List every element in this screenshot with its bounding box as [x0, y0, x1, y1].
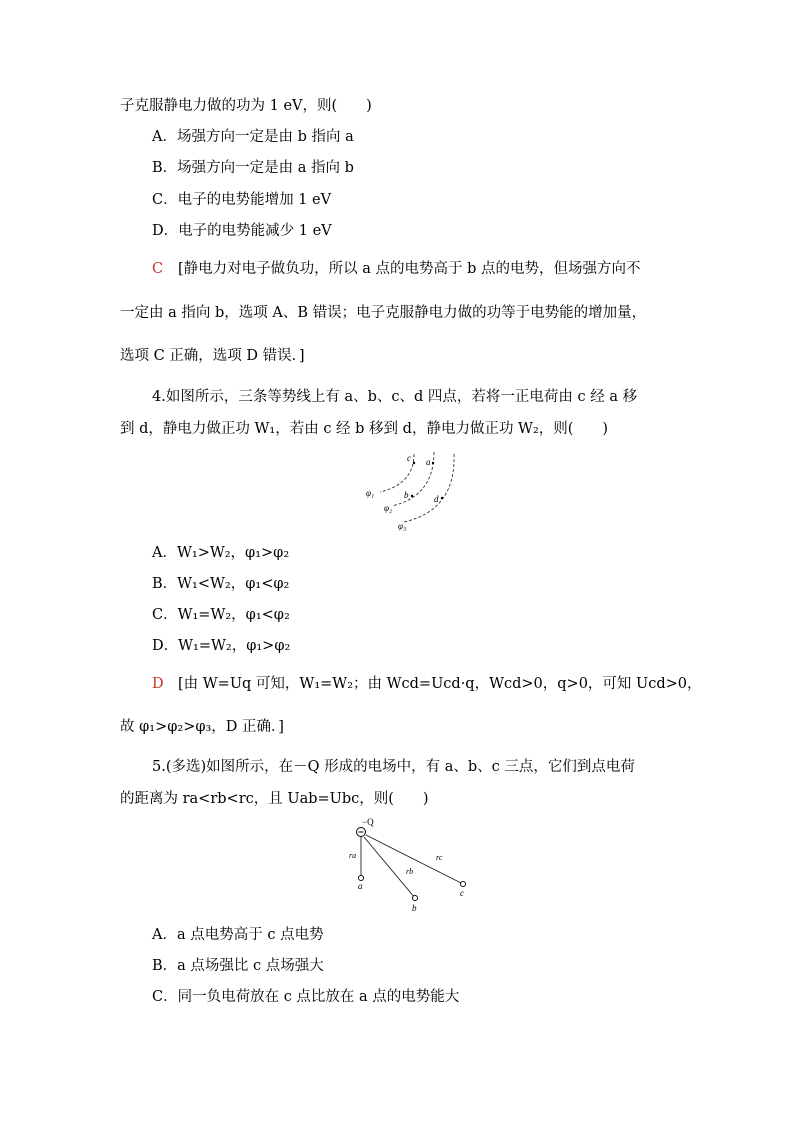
point-c: [413, 462, 415, 464]
label-c: c: [407, 453, 411, 463]
q5-option-b: B．a 点场强比 c 点场强大: [152, 958, 324, 974]
label-a: a: [358, 881, 363, 891]
q3-explanation-1: [静电力对电子做负功，所以 a 点的电势高于 b 点的电势，但场强方向不: [178, 261, 641, 277]
q3-explanation-3: 选项 C 正确，选项 D 错误．]: [120, 348, 305, 364]
label-b: b: [404, 490, 409, 500]
label-rc: rc: [436, 853, 443, 862]
q3-option-a: A．场强方向一定是由 b 指向 a: [152, 129, 354, 145]
q4-answer: D: [152, 676, 164, 692]
q5-stem-2: 的距离为 ra<rb<rc，且 Uab=Ubc，则( ): [120, 791, 429, 807]
label-a: a: [426, 457, 431, 467]
label-ra: ra: [349, 851, 357, 860]
label-phi3: φ₃: [398, 521, 407, 531]
point-charge-figure: [350, 816, 490, 916]
point-a: [432, 462, 434, 464]
label-d: d: [434, 494, 439, 504]
label-phi1: φ₁: [366, 488, 375, 498]
point-b: [412, 895, 417, 900]
label-rb: rb: [406, 867, 414, 876]
point-a: [358, 875, 363, 880]
q4-explanation-1: [由 W=Uq 可知，W₁=W₂；由 Wcd=Ucd·q，Wcd>0，q>0，可知 Ucd>0，: [178, 676, 702, 692]
q4-option-a: A．W₁>W₂，φ₁>φ₂: [152, 545, 290, 561]
q5-option-a: A．a 点电势高于 c 点电势: [152, 927, 324, 943]
equipotential-figure: [362, 448, 482, 538]
label-c: c: [460, 888, 464, 898]
segment-rc: [366, 835, 463, 884]
q3-explanation-2: 一定由 a 指向 b，选项 A、B 错误；电子克服静电力做的功等于电势能的增加量，: [120, 305, 647, 321]
q4-explanation-2: 故 φ₁>φ₂>φ₃，D 正确．]: [120, 719, 284, 735]
q3-option-b: B．场强方向一定是由 a 指向 b: [152, 160, 354, 176]
label-charge: −Q: [362, 817, 374, 827]
label-b: b: [412, 903, 417, 913]
q4-option-c: C．W₁=W₂，φ₁<φ₂: [152, 607, 290, 623]
q3-option-c: C．电子的电势能增加 1 eV: [152, 192, 332, 208]
label-phi2: φ₂: [384, 503, 393, 513]
q4-option-b: B．W₁<W₂，φ₁<φ₂: [152, 576, 290, 592]
q4-option-d: D．W₁=W₂，φ₁>φ₂: [152, 638, 291, 654]
point-d: [441, 497, 443, 499]
q5-stem-1: 5.(多选)如图所示，在－Q 形成的电场中，有 a、b、c 三点，它们到点电荷: [152, 759, 635, 775]
q5-option-c: C．同一负电荷放在 c 点比放在 a 点的电势能大: [152, 989, 460, 1005]
point-b: [411, 495, 413, 497]
q3-stem-tail: 子克服静电力做的功为 1 eV，则( ): [120, 98, 372, 114]
q3-answer: C: [152, 261, 164, 277]
q4-stem-1: 4.如图所示，三条等势线上有 a、b、c、d 四点，若将一正电荷由 c 经 a 移: [152, 389, 638, 405]
q4-stem-2: 到 d，静电力做正功 W₁，若由 c 经 b 移到 d，静电力做正功 W₂，则( ): [120, 421, 609, 437]
q3-option-d: D．电子的电势能减少 1 eV: [152, 223, 332, 239]
point-c: [460, 881, 465, 886]
